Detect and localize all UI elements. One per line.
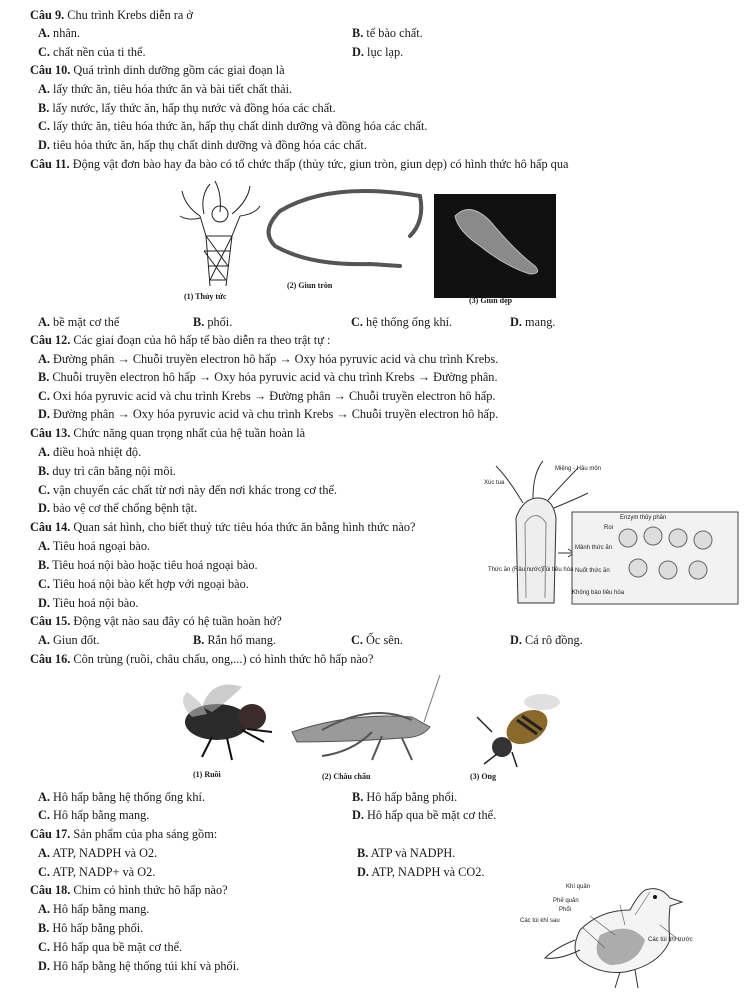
- q14-option-d[interactable]: D. Tiêu hoá nội bào.: [38, 596, 139, 610]
- label-digestive-sac: Túi tiêu hóa: [542, 567, 574, 573]
- q13-option-b[interactable]: B. duy trì cân bằng nội môi.: [38, 464, 176, 478]
- label-enzyme: Enzym thủy phân: [620, 515, 667, 521]
- caption-grasshopper: (2) Châu chấu: [322, 772, 371, 781]
- label-mouth: Miệng - Hậu môn: [555, 466, 602, 472]
- roundworm-image: [269, 191, 422, 266]
- label-lung: Phổi: [559, 907, 572, 913]
- caption-roundworm: (2) Giun tròn: [287, 281, 333, 290]
- label-tentacle: Xúc tua: [484, 480, 505, 486]
- label-anterior-air-sacs: Các túi khí trước: [648, 937, 693, 943]
- q12-option-b[interactable]: B. Chuỗi truyền electron hô hấp → Oxy hóa pyruvic acid và chu trình Krebs → Đường phân.: [38, 370, 498, 384]
- q12-option-d[interactable]: D. Đường phân → Oxy hóa pyruvic acid và chu trình Krebs → Chuỗi truyền electron hô hấp.: [38, 407, 499, 421]
- q9-option-d[interactable]: D. lục lạp.: [352, 45, 404, 59]
- label-posterior-air-sacs: Các túi khí sau: [520, 918, 560, 924]
- label-bronchus: Phế quản: [553, 898, 579, 904]
- q9-option-a[interactable]: A. nhân.: [38, 26, 81, 40]
- q16-option-a[interactable]: A. Hô hấp bằng hệ thống ống khí.: [38, 790, 206, 804]
- label-trachea: Khí quản: [566, 884, 591, 890]
- question-9: Câu 9. Chu trình Krebs diễn ra ở: [30, 8, 193, 22]
- label-swallow-food: Nuốt thức ăn: [575, 568, 610, 574]
- q9-option-b[interactable]: B. tế bào chất.: [352, 26, 423, 40]
- label-food: Thức ăn (Râu nước): [488, 567, 543, 573]
- q16-option-c[interactable]: C. Hô hấp bằng mang.: [38, 808, 150, 822]
- q15-option-c[interactable]: C. Ốc sên.: [351, 633, 403, 647]
- question-14: Câu 14. Quan sát hình, cho biết thuỷ tức tiêu hóa thức ăn bằng hình thức nào?: [30, 520, 416, 534]
- question-10: Câu 10. Quá trình dinh dưỡng gồm các giai đoạn là: [30, 63, 285, 77]
- q14-option-b[interactable]: B. Tiêu hoá nội bào hoặc tiêu hoá ngoại bào.: [38, 558, 258, 572]
- question-13: Câu 13. Chức năng quan trọng nhất của hệ tuần hoàn là: [30, 426, 306, 440]
- question-18: Câu 18. Chim có hình thức hô hấp nào?: [30, 883, 228, 897]
- q10-option-b[interactable]: B. lấy nước, lấy thức ăn, hấp thụ nước và đồng hóa các chất.: [38, 101, 336, 115]
- caption-hydra: (1) Thủy tức: [184, 292, 227, 301]
- label-vacuole: Không bào tiêu hóa: [572, 590, 625, 596]
- q10-option-c[interactable]: C. lấy thức ăn, tiêu hóa thức ăn, hấp thụ chất dinh dưỡng và đồng hóa các chất.: [38, 119, 428, 133]
- q17-option-b[interactable]: B. ATP và NADPH.: [357, 846, 456, 860]
- q13-option-d[interactable]: D. bảo vệ cơ thể chống bệnh tật.: [38, 501, 198, 515]
- q16-figure: [172, 672, 562, 772]
- fly-image: [183, 685, 272, 761]
- q14-option-c[interactable]: C. Tiêu hoá nội bào kết hợp với ngoại bào.: [38, 577, 249, 591]
- q16-option-d[interactable]: D. Hô hấp qua bề mặt cơ thể.: [352, 808, 497, 822]
- q18-option-c[interactable]: C. Hô hấp qua bề mặt cơ thể.: [38, 940, 183, 954]
- q15-option-a[interactable]: A. Giun đốt.: [38, 633, 100, 647]
- q18-option-a[interactable]: A. Hô hấp bằng mang.: [38, 902, 150, 916]
- q10-option-a[interactable]: A. lấy thức ăn, tiêu hóa thức ăn và bài tiết chất thải.: [38, 82, 293, 96]
- question-11: Câu 11. Động vật đơn bào hay đa bào có tổ chức thấp (thủy tức, giun tròn, giun dẹp) có hình thức hô hấp qua: [30, 157, 569, 171]
- hydra-digestion-diagram: [478, 458, 740, 608]
- q11-option-d[interactable]: D. mang.: [510, 315, 556, 329]
- q11-option-a[interactable]: A. bề mặt cơ thể: [38, 315, 120, 329]
- bird-respiratory-diagram: [520, 880, 740, 992]
- q9-option-c[interactable]: C. chất nền của ti thể.: [38, 45, 146, 59]
- question-12: Câu 12. Các giai đoạn của hô hấp tế bào diễn ra theo trật tự :: [30, 333, 331, 347]
- question-15: Câu 15. Động vật nào sau đây có hệ tuần hoàn hở?: [30, 614, 282, 628]
- q17-option-d[interactable]: D. ATP, NADPH và CO2.: [357, 865, 485, 879]
- q11-option-c[interactable]: C. hệ thống ống khí.: [351, 315, 453, 329]
- q18-option-d[interactable]: D. Hô hấp bằng hệ thống túi khí và phổi.: [38, 959, 240, 973]
- caption-fly: (1) Ruồi: [193, 770, 221, 779]
- label-flagellum: Roi: [604, 525, 614, 531]
- q11-figure: [170, 176, 560, 308]
- q13-option-c[interactable]: C. vận chuyển các chất từ nơi này đến nơi khác trong cơ thể.: [38, 483, 338, 497]
- grasshopper-image: [292, 675, 440, 760]
- q12-option-a[interactable]: A. Đường phân → Chuỗi truyền electron hô hấp → Oxy hóa pyruvic acid và chu trình Krebs.: [38, 352, 499, 366]
- q15-option-d[interactable]: D. Cá rô đồng.: [510, 633, 583, 647]
- q16-option-b[interactable]: B. Hô hấp bằng phổi.: [352, 790, 458, 804]
- caption-bee: (3) Ong: [470, 772, 496, 781]
- question-17: Câu 17. Sản phẩm của pha sáng gồm:: [30, 827, 218, 841]
- bee-image: [477, 694, 560, 767]
- label-food-fragment: Mảnh thức ăn: [575, 545, 613, 551]
- q15-option-b[interactable]: B. Rắn hổ mang.: [193, 633, 277, 647]
- caption-flatworm: (3) Giun dẹp: [469, 296, 513, 305]
- q18-option-b[interactable]: B. Hô hấp bằng phổi.: [38, 921, 144, 935]
- q10-option-d[interactable]: D. tiêu hóa thức ăn, hấp thụ chất dinh dưỡng và đồng hóa các chất.: [38, 138, 367, 152]
- q17-option-c[interactable]: C. ATP, NADP+ và O2.: [38, 865, 156, 879]
- q12-option-c[interactable]: C. Oxi hóa pyruvic acid và chu trình Krebs → Đường phân → Chuỗi truyền electron hô hấp.: [38, 389, 496, 403]
- q11-option-b[interactable]: B. phổi.: [193, 315, 233, 329]
- q14-option-a[interactable]: A. Tiêu hoá ngoại bào.: [38, 539, 151, 553]
- q13-option-a[interactable]: A. điều hoà nhiệt độ.: [38, 445, 142, 459]
- q17-option-a[interactable]: A. ATP, NADPH và O2.: [38, 846, 158, 860]
- question-16: Câu 16. Côn trùng (ruồi, châu chấu, ong,...) có hình thức hô hấp nào?: [30, 652, 374, 666]
- hydra-image: [180, 181, 260, 286]
